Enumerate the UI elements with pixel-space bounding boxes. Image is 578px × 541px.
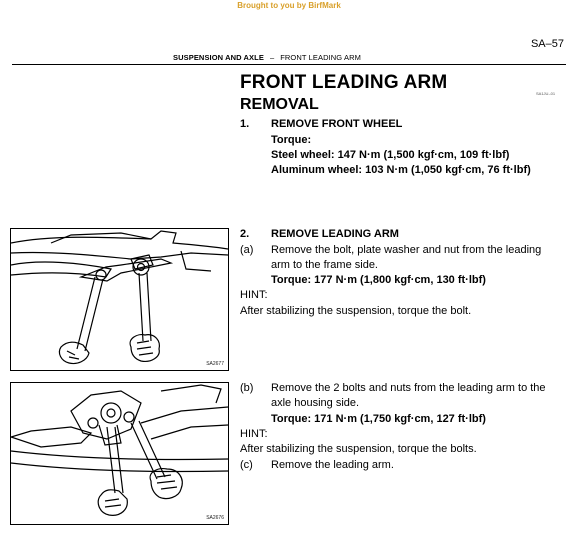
running-head-separator: –: [269, 53, 275, 62]
step1-heading: REMOVE FRONT WHEEL: [271, 118, 403, 130]
frame-side-bolt-illustration: [11, 229, 228, 370]
axle-side-bolts-illustration: [11, 383, 228, 524]
step2-b-torque: Torque: 171 N·m (1,750 kgf·cm, 127 ft·lbf): [271, 413, 486, 425]
hint2-label: HINT:: [240, 428, 268, 440]
running-head-section: SUSPENSION AND AXLE: [173, 53, 264, 62]
running-head: [173, 53, 361, 62]
step1-steel-torque: Steel wheel: 147 N·m (1,500 kgf·cm, 109 ft·lbf): [271, 149, 510, 161]
step2-c-text: Remove the leading arm.: [271, 459, 394, 471]
step1-aluminum-torque: Aluminum wheel: 103 N·m (1,050 kgf·cm, 76 ft·lbf): [271, 164, 531, 176]
step2-heading: REMOVE LEADING ARM: [271, 228, 399, 240]
document-code: SA1JU–01: [536, 91, 556, 96]
figure1-caption: SA2677: [206, 361, 224, 367]
step2-a-torque: Torque: 177 N·m (1,800 kgf·cm, 130 ft·lbf): [271, 274, 486, 286]
step2-c-label: (c): [240, 459, 253, 471]
figure-axle-side-bolts: [10, 382, 229, 525]
step2-b-label: (b): [240, 382, 254, 394]
step2-b-line1: Remove the 2 bolts and nuts from the leading arm to the: [271, 382, 546, 394]
step2-a-line1: Remove the bolt, plate washer and nut from the leading: [271, 244, 542, 256]
running-head-subsection: FRONT LEADING ARM: [280, 53, 361, 62]
step1-number: 1.: [240, 118, 250, 130]
source-banner: Brought to you by BirfMark: [237, 1, 341, 10]
hint2-text: After stabilizing the suspension, torque the bolts.: [240, 443, 477, 455]
figure2-caption: SA2676: [206, 515, 224, 521]
step2-a-line2: arm to the frame side.: [271, 259, 378, 271]
figure-frame-side-bolt: [10, 228, 229, 371]
step2-a-label: (a): [240, 244, 254, 256]
step1-torque-label: Torque:: [271, 134, 312, 146]
page-title: FRONT LEADING ARM: [240, 72, 448, 93]
header-rule: [12, 64, 566, 65]
section-title: REMOVAL: [240, 96, 319, 113]
step2-b-line2: axle housing side.: [271, 397, 360, 409]
hint1-label: HINT:: [240, 289, 268, 301]
hint1-text: After stabilizing the suspension, torque the bolt.: [240, 305, 472, 317]
step2-number: 2.: [240, 228, 250, 240]
page-number: SA–57: [530, 38, 564, 50]
